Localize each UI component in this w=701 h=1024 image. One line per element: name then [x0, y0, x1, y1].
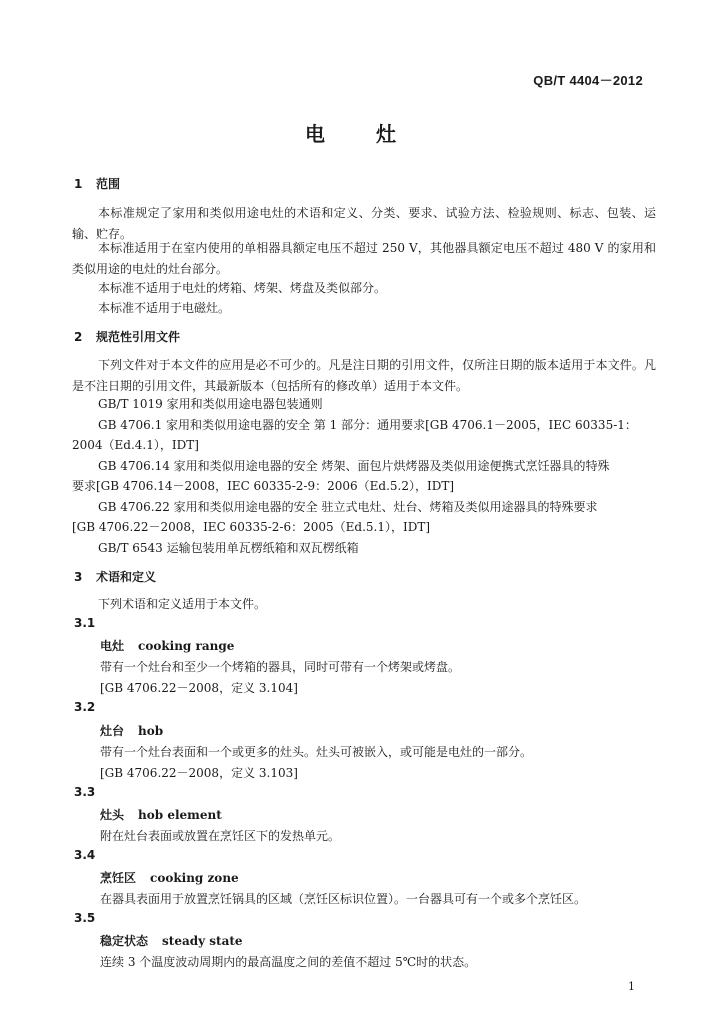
reference-gb4706-22-line1: GB 4706.22 家用和类似用途电器的安全 驻立式电灶、灶台、烤箱及类似用途器具的特殊要求	[98, 500, 598, 514]
term-en: cooking range	[138, 639, 235, 653]
document-title: 电 灶	[305, 122, 418, 146]
scope-paragraph-2: 本标准适用于在室内使用的单相器具额定电压不超过 250 V，其他器具额定电压不超过 480 V 的家用和类似用途的电灶的灶台部分。	[72, 241, 656, 276]
term-zh: 灶头	[100, 808, 125, 822]
section-number: 2	[74, 330, 83, 344]
page-number: 1	[628, 980, 635, 993]
term-en: cooking zone	[150, 871, 239, 885]
section-number: 1	[74, 177, 83, 191]
term-zh: 烹饪区	[100, 871, 137, 885]
term-definition: 在器具表面用于放置烹饪锅具的区域（烹饪区标识位置）。一台器具可有一个或多个烹饪区。	[100, 892, 587, 906]
reference-gbt6543: GB/T 6543 运输包装用单瓦楞纸箱和双瓦楞纸箱	[98, 541, 359, 555]
term-heading	[100, 869, 239, 886]
term-zh: 灶台	[100, 724, 125, 738]
section-heading-terms	[74, 568, 156, 585]
term-heading	[100, 722, 163, 739]
term-source: [GB 4706.22－2008，定义 3.103]	[100, 766, 298, 780]
section-heading-normative-references	[74, 328, 180, 345]
terms-intro: 下列术语和定义适用于本文件。	[98, 597, 267, 611]
term-definition: 带有一个灶台和至少一个烤箱的器具，同时可带有一个烤架或烤盘。	[100, 660, 461, 674]
term-definition: 带有一个灶台表面和一个或更多的灶头。灶头可被嵌入，或可能是电灶的一部分。	[100, 745, 533, 759]
term-number: 3.2	[74, 700, 96, 714]
term-en: hob	[138, 724, 164, 738]
term-en: steady state	[162, 934, 243, 948]
scope-paragraph-3: 本标准不适用于电灶的烤箱、烤架、烤盘及类似部分。	[98, 281, 387, 295]
section-title: 规范性引用文件	[96, 330, 181, 344]
reference-gb4706-14-line1: GB 4706.14 家用和类似用途电器的安全 烤架、面包片烘烤器及类似用途便携式烹饪器具的特殊	[98, 459, 610, 473]
term-number: 3.4	[74, 848, 96, 862]
references-intro: 下列文件对于本文件的应用是必不可少的。凡是注日期的引用文件，仅所注日期的版本适用于本文件。凡是不注日期的引用文件，其最新版本（包括所有的修改单）适用于本文件。	[72, 358, 656, 393]
section-heading-scope	[74, 175, 120, 192]
term-number: 3.5	[74, 911, 96, 925]
section-title: 术语和定义	[96, 570, 157, 584]
term-source: [GB 4706.22－2008，定义 3.104]	[100, 681, 298, 695]
reference-gb4706-14-line2: 要求[GB 4706.14－2008，IEC 60335-2-9：2006（Ed.5.2），IDT]	[72, 479, 455, 493]
scope-paragraph-1: 本标准规定了家用和类似用途电灶的术语和定义、分类、要求、试验方法、检验规则、标志、包装、运输、贮存。	[72, 206, 656, 241]
scope-paragraph-4: 本标准不适用于电磁灶。	[98, 301, 231, 315]
reference-gb4706-1-line2: 2004（Ed.4.1），IDT]	[72, 438, 199, 452]
term-number: 3.3	[74, 785, 96, 799]
term-number: 3.1	[74, 616, 96, 630]
term-en: hob element	[138, 808, 222, 822]
section-number: 3	[74, 570, 83, 584]
term-heading	[100, 806, 222, 823]
section-title: 范围	[96, 177, 121, 191]
term-zh: 稳定状态	[100, 934, 149, 948]
term-definition: 连续 3 个温度波动周期内的最高温度之间的差值不超过 5℃时的状态。	[100, 955, 477, 969]
term-heading	[100, 932, 243, 949]
term-heading	[100, 637, 234, 654]
reference-gbt1019: GB/T 1019 家用和类似用途电器包装通则	[98, 397, 323, 411]
term-zh: 电灶	[100, 639, 125, 653]
reference-gb4706-22-line2: [GB 4706.22－2008，IEC 60335-2-6：2005（Ed.5.1），IDT]	[72, 520, 431, 534]
reference-gb4706-1-line1: GB 4706.1 家用和类似用途电器的安全 第 1 部分：通用要求[GB 4706.1－2005，IEC 60335-1：	[98, 418, 637, 432]
term-definition: 附在灶台表面或放置在烹饪区下的发热单元。	[100, 829, 341, 843]
standard-code: QB/T 4404－2012	[533, 73, 643, 88]
